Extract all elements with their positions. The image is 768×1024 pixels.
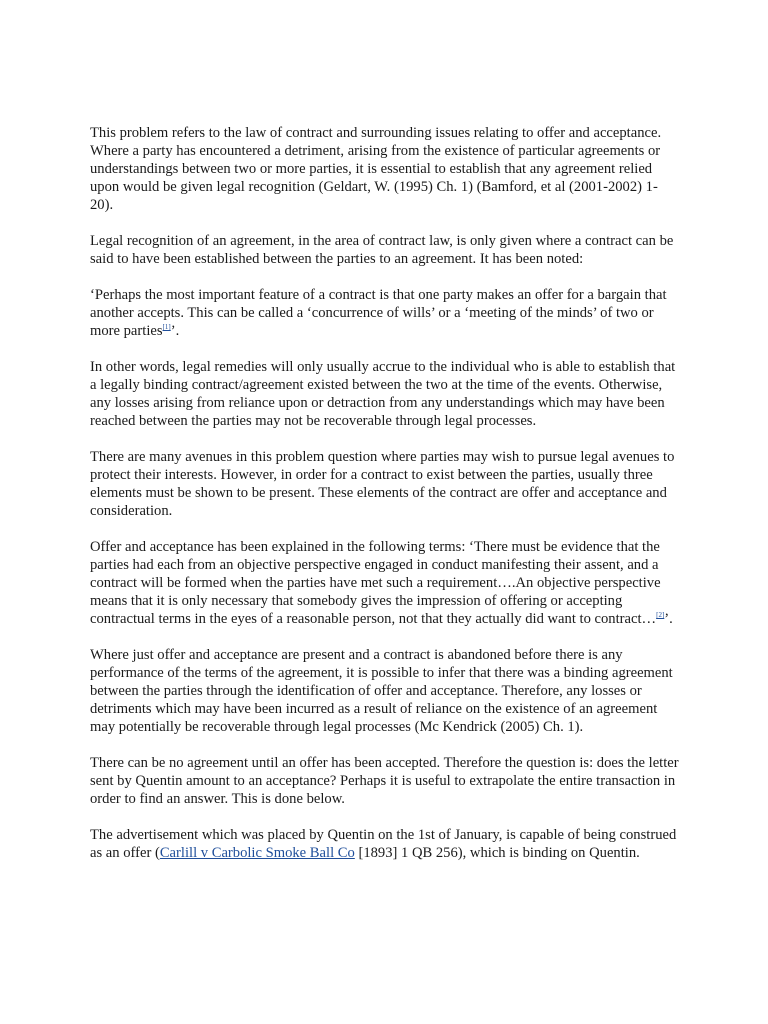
paragraph-abandoned-contract: Where just offer and acceptance are present and a contract is abandoned before there is any performance of the terms of the agreement, it is possible to infer that there was a binding agreement between the parties through the identification of offer and acceptance. Therefore, any losses or detriments which may have been incurred as a result of reliance on the existence of an agreement may potentially be recoverable through legal processes (Mc Kendrick (2005) Ch. 1).	[90, 647, 673, 735]
advertisement-citation: [1893] 1 QB 256), which is binding on Quentin.	[354, 845, 640, 861]
paragraph-quote-concurrence	[90, 286, 680, 340]
offer-acceptance-close: ’.	[664, 611, 673, 627]
quote-text: ‘Perhaps the most important feature of a contract is that one party makes an offer for a bargain that another accepts. This can be called a ‘concurrence of wills’ or a ‘meeting of the minds’ of two or more parties	[90, 287, 667, 339]
offer-acceptance-text: Offer and acceptance has been explained in the following terms: ‘There must be evidence that the parties had each from an objective perspective engaged in conduct manifesting their assent, and a contract will be formed when the parties have met such a requirement….An objective perspective means that it is only necessary that somebody gives the impression of offering or accepting contractual terms in the eyes of a reasonable person, not that they actually did want to contract…	[90, 539, 661, 627]
paragraph-intro: This problem refers to the law of contract and surrounding issues relating to offer and acceptance. Where a party has encountered a detriment, arising from the existence of particular agreements or understandings between two or more parties, it is essential to establish that any agreement relied upon would be given legal recognition (Geldart, W. (1995) Ch. 1) (Bamford, et al (2001-2002) 1-20).	[90, 125, 662, 213]
paragraph-legal-remedies: In other words, legal remedies will only usually accrue to the individual who is able to establish that a legally binding contract/agreement existed between the two at the time of the events. Otherwise, any losses arising from reliance upon or detraction from any understandings which may have been reached between the parties may not be recoverable through legal processes.	[90, 359, 676, 429]
case-link-carlill[interactable]: Carlill v Carbolic Smoke Ball Co	[159, 845, 355, 861]
document-body	[90, 124, 680, 880]
paragraph-offer-acceptance	[90, 538, 680, 628]
paragraph-advertisement	[90, 826, 680, 862]
advertisement-text: The advertisement which was placed by Quentin on the 1st of January, is capable of being construed as an offer (	[90, 827, 677, 861]
paragraph-avenues: There are many avenues in this problem question where parties may wish to pursue legal avenues to protect their interests. However, in order for a contract to exist between the parties, usually three elements must be shown to be present. These elements of the contract are offer and acceptance and consideration.	[90, 449, 675, 519]
paragraph-legal-recognition: Legal recognition of an agreement, in the area of contract law, is only given where a contract can be said to have been established between the parties to an agreement. It has been noted:	[90, 233, 674, 267]
quote-close: ’.	[170, 323, 180, 339]
footnote-link-2[interactable]: [2]	[656, 611, 665, 620]
footnote-link-1[interactable]: [1]	[162, 323, 171, 332]
paragraph-question: There can be no agreement until an offer has been accepted. Therefore the question is: does the letter sent by Quentin amount to an acceptance? Perhaps it is useful to extrapolate the entire transaction in order to find an answer. This is done below.	[90, 755, 679, 807]
